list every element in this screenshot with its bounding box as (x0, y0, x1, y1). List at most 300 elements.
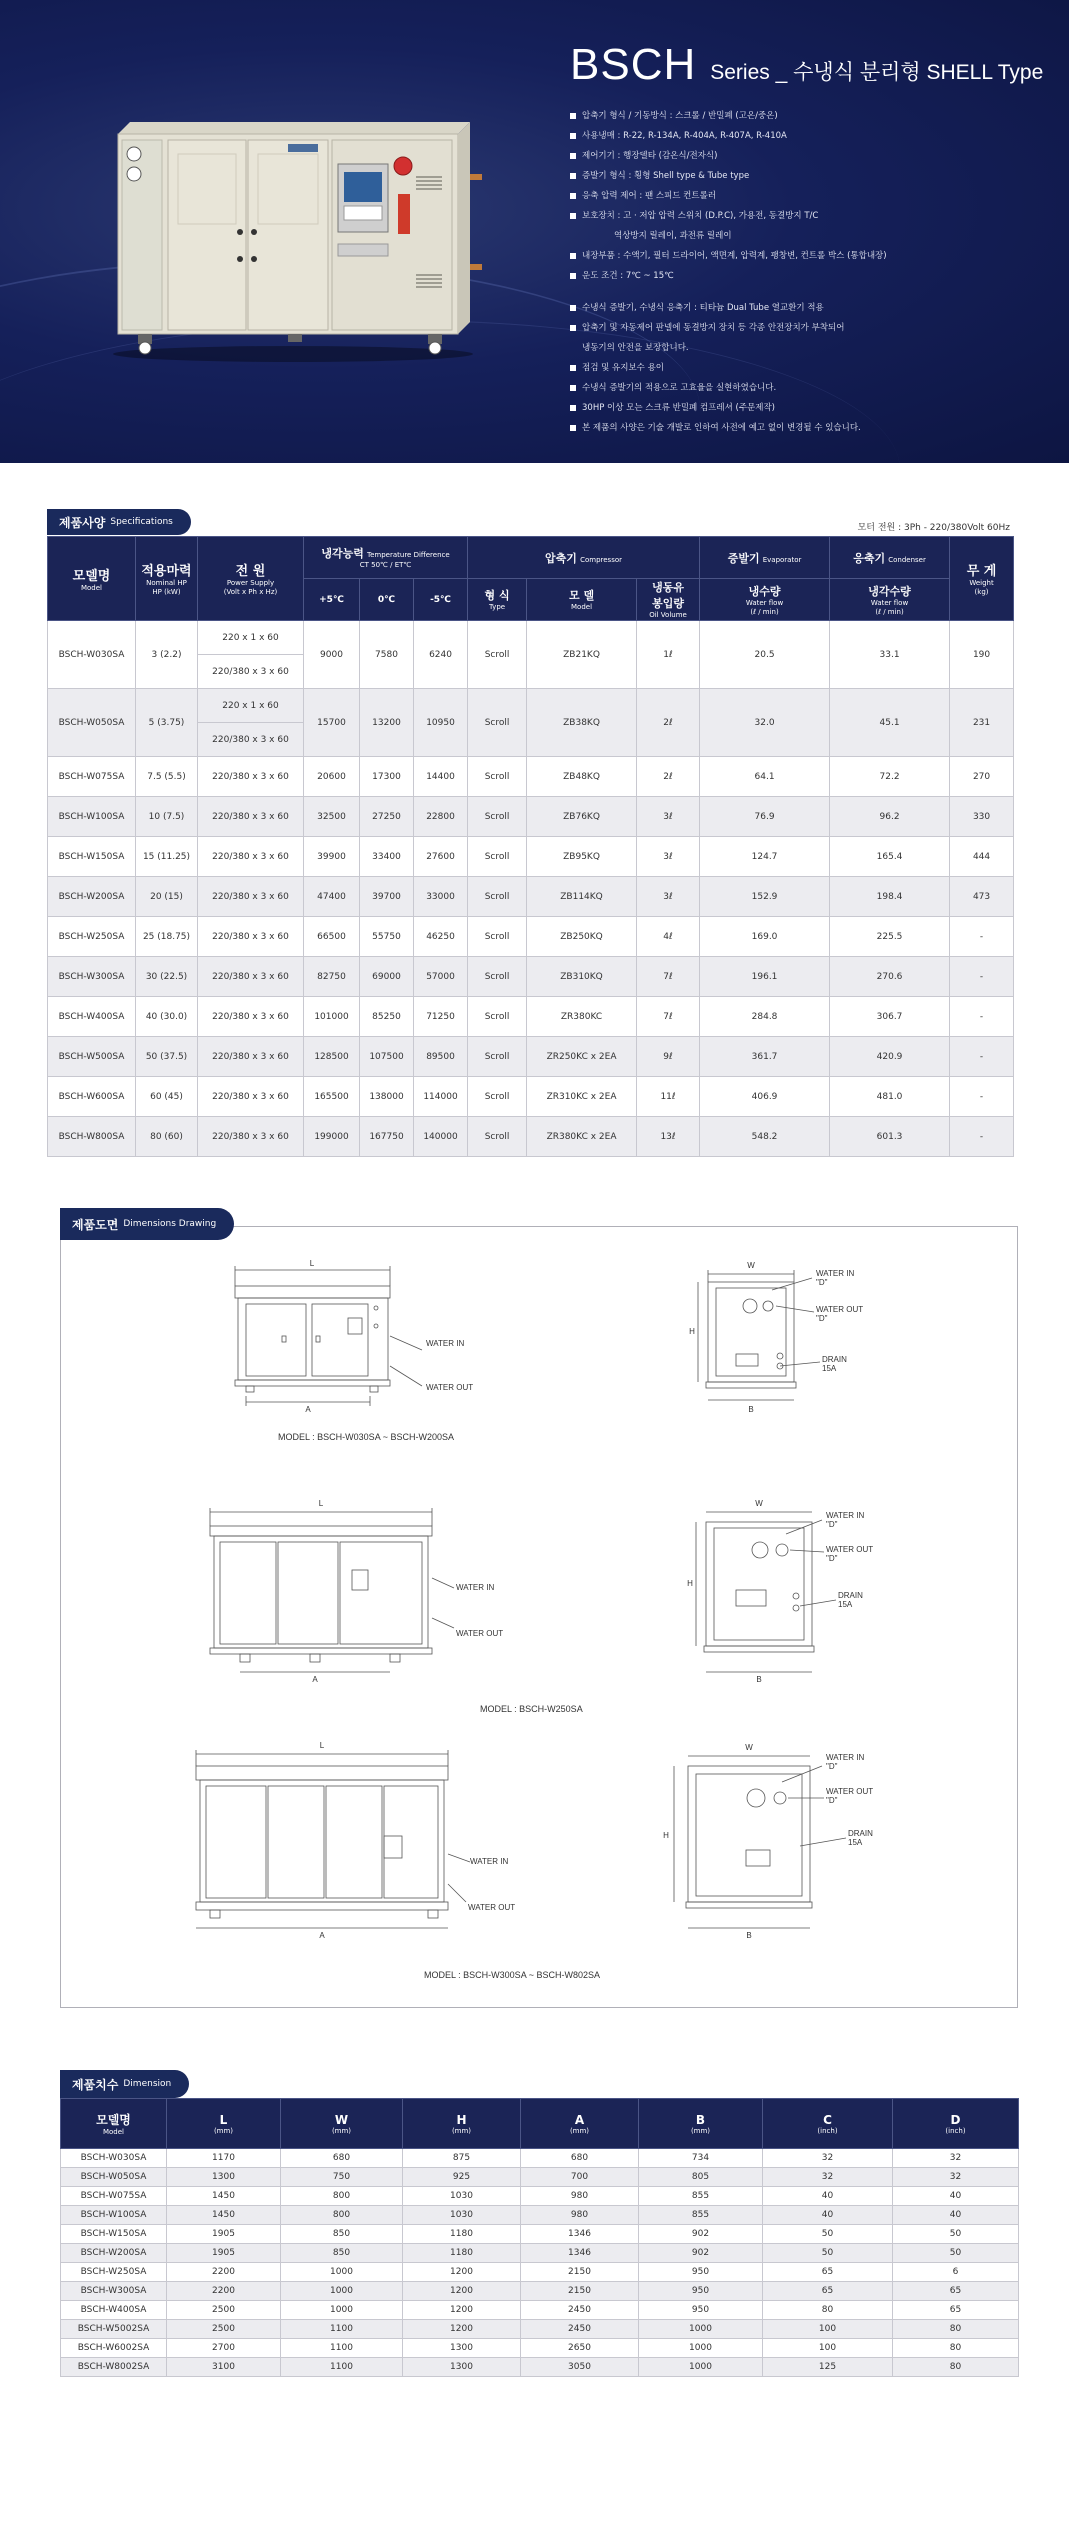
table-row (61, 2358, 1019, 2377)
table-cell: 1450 (167, 2206, 281, 2225)
table-row (48, 757, 1014, 797)
table-row (48, 877, 1014, 917)
table-cell: 1200 (403, 2263, 521, 2282)
table-cell: Scroll (468, 1077, 527, 1117)
table-cell: 10 (7.5) (136, 797, 198, 837)
label-A: A (319, 1931, 325, 1940)
table-cell: 361.7 (700, 1037, 830, 1077)
square-bullet-icon (570, 193, 576, 199)
table-cell: 3ℓ (637, 797, 700, 837)
table-cell: 2450 (521, 2301, 639, 2320)
table-cell: ZB114KQ (527, 877, 637, 917)
table-cell: 2150 (521, 2282, 639, 2301)
feature-list (570, 106, 1050, 438)
table-cell: 100 (763, 2339, 893, 2358)
table-cell: 225.5 (830, 917, 950, 957)
table-cell: 125 (763, 2358, 893, 2377)
dim-col-A: A (mm) (521, 2099, 639, 2149)
table-cell: 33.1 (830, 621, 950, 689)
table-cell: BSCH-W075SA (61, 2187, 167, 2206)
label-H: H (687, 1579, 693, 1588)
col-hp: 적용마력 Nominal HP HP (kW) (136, 537, 198, 621)
table-cell: ZB310KQ (527, 957, 637, 997)
table-cell: 1300 (403, 2339, 521, 2358)
table-cell: 1ℓ (637, 621, 700, 689)
table-row (48, 837, 1014, 877)
table-cell: BSCH-W250SA (48, 917, 136, 957)
table-cell: 50 (763, 2244, 893, 2263)
table-cell: 2450 (521, 2320, 639, 2339)
table-row (48, 1117, 1014, 1157)
table-cell: 39700 (360, 877, 414, 917)
table-cell: 165500 (304, 1077, 360, 1117)
table-cell: 128500 (304, 1037, 360, 1077)
table-cell: 138000 (360, 1077, 414, 1117)
table-cell: 1100 (281, 2358, 403, 2377)
table-cell: 601.3 (830, 1117, 950, 1157)
table-cell: 7ℓ (637, 957, 700, 997)
dimension-table (60, 2098, 1019, 2377)
table-cell: 72.2 (830, 757, 950, 797)
table-cell: 80 (763, 2301, 893, 2320)
model-caption-2: MODEL : BSCH-W250SA (480, 1704, 583, 1714)
square-bullet-icon (570, 113, 576, 119)
table-cell: 100 (763, 2320, 893, 2339)
feature-item: 본 제품의 사양은 기술 개발로 인하여 사전에 예고 없이 변경될 수 있습니다. (570, 418, 1050, 438)
table-cell: 1100 (281, 2320, 403, 2339)
table-row (61, 2168, 1019, 2187)
table-cell: 1200 (403, 2282, 521, 2301)
table-cell: 1100 (281, 2339, 403, 2358)
table-cell: 3ℓ (637, 837, 700, 877)
table-cell: ZB76KQ (527, 797, 637, 837)
label-water-in: WATER IN (426, 1339, 465, 1348)
table-cell: 2500 (167, 2301, 281, 2320)
table-cell: 20 (15) (136, 877, 198, 917)
table-cell: 1300 (167, 2168, 281, 2187)
table-cell: 855 (639, 2206, 763, 2225)
table-cell: 1346 (521, 2225, 639, 2244)
table-cell: 220/380 x 3 x 60 (198, 723, 304, 757)
table-cell: 167750 (360, 1117, 414, 1157)
table-row (61, 2301, 1019, 2320)
table-row (48, 957, 1014, 997)
table-cell: 855 (639, 2187, 763, 2206)
table-cell: 6240 (414, 621, 468, 689)
table-row (48, 621, 1014, 655)
table-cell: 40 (893, 2206, 1019, 2225)
label-water-in-d: WATER IN "D" (816, 1269, 855, 1287)
table-cell: 32.0 (700, 689, 830, 757)
square-bullet-icon (570, 385, 576, 391)
dim-col-C: C (inch) (763, 2099, 893, 2149)
table-cell: ZR380KC x 2EA (527, 1117, 637, 1157)
table-cell: ZR310KC x 2EA (527, 1077, 637, 1117)
model-caption-3: MODEL : BSCH-W300SA ~ BSCH-W802SA (424, 1970, 600, 1980)
table-cell: 71250 (414, 997, 468, 1037)
table-cell: 124.7 (700, 837, 830, 877)
table-cell: BSCH-W050SA (61, 2168, 167, 2187)
table-cell: 114000 (414, 1077, 468, 1117)
square-bullet-icon (570, 133, 576, 139)
table-cell: 65 (893, 2282, 1019, 2301)
col-evaporator: 증발기 Evaporator (700, 537, 830, 579)
table-cell: 1030 (403, 2187, 521, 2206)
table-cell: 165.4 (830, 837, 950, 877)
table-cell: 65 (893, 2301, 1019, 2320)
table-cell: 80 (60) (136, 1117, 198, 1157)
table-cell: Scroll (468, 957, 527, 997)
table-cell: 3ℓ (637, 877, 700, 917)
table-cell: 980 (521, 2187, 639, 2206)
table-cell: BSCH-W6002SA (61, 2339, 167, 2358)
feature-item: 수냉식 증발기의 적용으로 고효율을 실현하였습니다. (570, 378, 1050, 398)
spec-table-body (48, 621, 1014, 1157)
table-cell: 152.9 (700, 877, 830, 917)
table-cell: 25 (18.75) (136, 917, 198, 957)
table-row (61, 2149, 1019, 2168)
col-comp-model: 모 델 Model (527, 579, 637, 621)
table-cell: 32 (763, 2168, 893, 2187)
table-cell: 805 (639, 2168, 763, 2187)
table-cell: 32500 (304, 797, 360, 837)
square-bullet-icon (570, 425, 576, 431)
table-cell: BSCH-W100SA (61, 2206, 167, 2225)
table-cell: 220/380 x 3 x 60 (198, 1117, 304, 1157)
table-cell: 950 (639, 2282, 763, 2301)
feature-item: 점검 및 유지보수 용이 (570, 358, 1050, 378)
table-cell: Scroll (468, 917, 527, 957)
table-cell: BSCH-W150SA (61, 2225, 167, 2244)
table-cell: BSCH-W300SA (61, 2282, 167, 2301)
table-cell: 2650 (521, 2339, 639, 2358)
table-cell: 330 (950, 797, 1014, 837)
table-cell: 875 (403, 2149, 521, 2168)
table-cell: 196.1 (700, 957, 830, 997)
table-cell: - (950, 917, 1014, 957)
table-cell: 4ℓ (637, 917, 700, 957)
col-compressor: 압축기 Compressor (468, 537, 700, 579)
table-cell: 2ℓ (637, 689, 700, 757)
table-cell: 220 x 1 x 60 (198, 689, 304, 723)
table-row (61, 2187, 1019, 2206)
table-cell: 6 (893, 2263, 1019, 2282)
table-cell: BSCH-W030SA (48, 621, 136, 689)
table-cell: 10950 (414, 689, 468, 757)
drawing-3-side-view (663, 1743, 873, 1940)
table-cell: 1170 (167, 2149, 281, 2168)
label-water-out: WATER OUT (468, 1903, 516, 1912)
table-cell: 1000 (281, 2301, 403, 2320)
table-cell: BSCH-W250SA (61, 2263, 167, 2282)
label-water-out-d: WATER OUT "D" (816, 1305, 864, 1323)
table-cell: 1030 (403, 2206, 521, 2225)
table-row (61, 2282, 1019, 2301)
table-cell: ZR250KC x 2EA (527, 1037, 637, 1077)
square-bullet-icon (570, 153, 576, 159)
label-W: W (745, 1743, 753, 1752)
col-condenser: 응축기 Condenser (830, 537, 950, 579)
table-row (48, 1037, 1014, 1077)
table-cell: 32 (893, 2149, 1019, 2168)
table-cell: 850 (281, 2225, 403, 2244)
square-bullet-icon (570, 213, 576, 219)
label-B: B (748, 1405, 754, 1414)
feature-item-continued: 역상방지 릴레이, 과전류 릴레이 (614, 231, 732, 241)
drawing-2-side-view (687, 1499, 873, 1684)
spacer (570, 286, 1050, 298)
model-caption-1: MODEL : BSCH-W030SA ~ BSCH-W200SA (278, 1432, 454, 1442)
label-A: A (305, 1405, 311, 1414)
table-cell: 14400 (414, 757, 468, 797)
table-cell: 734 (639, 2149, 763, 2168)
table-cell: 169.0 (700, 917, 830, 957)
table-cell: 3050 (521, 2358, 639, 2377)
table-cell: 680 (281, 2149, 403, 2168)
table-cell: 55750 (360, 917, 414, 957)
table-cell: 306.7 (830, 997, 950, 1037)
table-cell: 140000 (414, 1117, 468, 1157)
drawing-3-front-view (196, 1741, 600, 1980)
label-W: W (747, 1261, 755, 1270)
table-cell: 680 (521, 2149, 639, 2168)
label-water-out-d: WATER OUT "D" (826, 1545, 874, 1563)
table-cell: 20.5 (700, 621, 830, 689)
table-cell: 64.1 (700, 757, 830, 797)
table-cell: 50 (763, 2225, 893, 2244)
label-L: L (319, 1741, 325, 1750)
table-cell: BSCH-W300SA (48, 957, 136, 997)
table-cell: 1000 (281, 2263, 403, 2282)
table-cell: 13ℓ (637, 1117, 700, 1157)
table-cell: 27600 (414, 837, 468, 877)
table-cell: 11ℓ (637, 1077, 700, 1117)
table-cell: 65 (763, 2282, 893, 2301)
table-cell: 89500 (414, 1037, 468, 1077)
dim-col-W: W (mm) (281, 2099, 403, 2149)
table-cell: 32 (763, 2149, 893, 2168)
table-cell: 1180 (403, 2225, 521, 2244)
label-water-out: WATER OUT (456, 1629, 504, 1638)
table-cell: 80 (893, 2339, 1019, 2358)
table-row (61, 2244, 1019, 2263)
table-row (48, 917, 1014, 957)
feature-item: 증발기 형식 : 횡형 Shell type & Tube type (570, 166, 1050, 186)
table-cell: 548.2 (700, 1117, 830, 1157)
table-cell: 69000 (360, 957, 414, 997)
table-cell: BSCH-W050SA (48, 689, 136, 757)
table-cell: 220/380 x 3 x 60 (198, 655, 304, 689)
table-cell: 902 (639, 2225, 763, 2244)
square-bullet-icon (570, 365, 576, 371)
label-H: H (689, 1327, 695, 1336)
table-cell: 46250 (414, 917, 468, 957)
series-subtitle: Series _ 수냉식 분리형 SHELL Type (710, 61, 1044, 84)
label-water-out: WATER OUT (426, 1383, 474, 1392)
table-cell: 22800 (414, 797, 468, 837)
table-cell: BSCH-W500SA (48, 1037, 136, 1077)
table-cell: BSCH-W200SA (61, 2244, 167, 2263)
table-cell: 50 (37.5) (136, 1037, 198, 1077)
table-cell: 80 (893, 2358, 1019, 2377)
table-cell: 220/380 x 3 x 60 (198, 997, 304, 1037)
table-cell: 20600 (304, 757, 360, 797)
dim-col-H: H (mm) (403, 2099, 521, 2149)
dimensions-drawing-tab: 제품도면 Dimensions Drawing (60, 1208, 234, 1240)
feature-item: 사용냉매 : R-22, R-134A, R-404A, R-407A, R-410A (570, 126, 1050, 146)
table-cell: BSCH-W800SA (48, 1117, 136, 1157)
table-cell: 220/380 x 3 x 60 (198, 877, 304, 917)
feature-item: 30HP 이상 모는 스크류 반밀폐 컴프레셔 (주문제작) (570, 398, 1050, 418)
table-cell: BSCH-W600SA (48, 1077, 136, 1117)
dim-table-body (61, 2149, 1019, 2377)
table-cell: 750 (281, 2168, 403, 2187)
feature-item: 제어기기 : 행장델타 (감온식/전자식) (570, 146, 1050, 166)
drawing-1-side-view (689, 1261, 863, 1414)
dim-col-B: B (mm) (639, 2099, 763, 2149)
table-cell: 270 (950, 757, 1014, 797)
specifications-tab: 제품사양 Specifications (47, 509, 191, 535)
feature-item-continued: 냉동기의 안전을 보장합니다. (582, 343, 689, 353)
table-cell: 220/380 x 3 x 60 (198, 917, 304, 957)
table-cell: ZB21KQ (527, 621, 637, 689)
table-cell: 2ℓ (637, 757, 700, 797)
table-cell: 406.9 (700, 1077, 830, 1117)
square-bullet-icon (570, 325, 576, 331)
table-cell: - (950, 1117, 1014, 1157)
label-B: B (746, 1931, 752, 1940)
col-model: 모델명 Model (48, 537, 136, 621)
table-cell: 950 (639, 2263, 763, 2282)
table-cell: - (950, 997, 1014, 1037)
table-cell: 1200 (403, 2320, 521, 2339)
hero-banner (0, 0, 1069, 463)
table-cell: 101000 (304, 997, 360, 1037)
table-cell: 270.6 (830, 957, 950, 997)
label-drain: DRAIN 15A (848, 1829, 873, 1847)
label-water-in-d: WATER IN "D" (826, 1511, 865, 1529)
label-drain: DRAIN 15A (838, 1591, 863, 1609)
label-water-out-d: WATER OUT "D" (826, 1787, 874, 1805)
table-cell: 220/380 x 3 x 60 (198, 757, 304, 797)
table-cell: 2700 (167, 2339, 281, 2358)
table-cell: 850 (281, 2244, 403, 2263)
table-cell: 96.2 (830, 797, 950, 837)
table-cell: 420.9 (830, 1037, 950, 1077)
col-oil-volume: 냉동유 봉입량 Oil Volume (637, 579, 700, 621)
table-cell: BSCH-W5002SA (61, 2320, 167, 2339)
table-cell: 1000 (639, 2320, 763, 2339)
dim-col-model: 모델명 Model (61, 2099, 167, 2149)
table-cell: 65 (763, 2263, 893, 2282)
table-cell: 47400 (304, 877, 360, 917)
table-cell: BSCH-W400SA (48, 997, 136, 1037)
table-cell: 33400 (360, 837, 414, 877)
table-cell: 40 (763, 2187, 893, 2206)
dim-header-row (61, 2099, 1019, 2149)
feature-item: 운도 조건 : 7℃ ~ 15℃ (570, 266, 1050, 286)
label-L: L (309, 1259, 315, 1268)
table-row (61, 2225, 1019, 2244)
table-cell: 2200 (167, 2282, 281, 2301)
label-water-in-d: WATER IN "D" (826, 1753, 865, 1771)
motor-power-note: 모터 전원 : 3Ph - 220/380Volt 60Hz (857, 523, 1010, 533)
table-cell: BSCH-W075SA (48, 757, 136, 797)
table-cell: ZB250KQ (527, 917, 637, 957)
table-cell: 190 (950, 621, 1014, 689)
table-cell: Scroll (468, 877, 527, 917)
table-cell: 107500 (360, 1037, 414, 1077)
table-cell: 45.1 (830, 689, 950, 757)
table-cell: 3100 (167, 2358, 281, 2377)
col-capacity: 냉각능력 Temperature Difference CT 50℃ / ET℃ (304, 537, 468, 579)
table-cell: Scroll (468, 797, 527, 837)
table-cell: 700 (521, 2168, 639, 2187)
label-H: H (663, 1831, 669, 1840)
drawing-2-front-view (210, 1499, 583, 1714)
table-cell: 50 (893, 2244, 1019, 2263)
table-cell: 27250 (360, 797, 414, 837)
table-cell: BSCH-W100SA (48, 797, 136, 837)
table-cell: 481.0 (830, 1077, 950, 1117)
table-cell: 39900 (304, 837, 360, 877)
label-drain: DRAIN 15A (822, 1355, 847, 1373)
dimension-tab: 제품치수 Dimension (60, 2070, 189, 2098)
col-power: 전 원 Power Supply (Volt x Ph x Hz) (198, 537, 304, 621)
feature-item: 압축기 형식 / 기동방식 : 스크롤 / 반밀폐 (고온/중온) (570, 106, 1050, 126)
table-cell: 13200 (360, 689, 414, 757)
table-row (48, 797, 1014, 837)
square-bullet-icon (570, 305, 576, 311)
table-cell: 17300 (360, 757, 414, 797)
table-cell: 5 (3.75) (136, 689, 198, 757)
table-row (48, 1077, 1014, 1117)
table-cell: - (950, 1037, 1014, 1077)
col-cond-flow: 냉각수량 Water flow (ℓ / min) (830, 579, 950, 621)
table-cell: 220/380 x 3 x 60 (198, 1077, 304, 1117)
label-water-in: WATER IN (456, 1583, 495, 1592)
table-cell: 40 (30.0) (136, 997, 198, 1037)
table-cell: 33000 (414, 877, 468, 917)
dim-col-D: D (inch) (893, 2099, 1019, 2149)
col-minus5: -5℃ (414, 579, 468, 621)
table-cell: Scroll (468, 997, 527, 1037)
table-cell: BSCH-W400SA (61, 2301, 167, 2320)
table-cell: 800 (281, 2187, 403, 2206)
feature-item: 보호장치 : 고 · 저압 압력 스위치 (D.P.C), 가용전, 동결방지 T/C (570, 206, 1050, 226)
table-cell: 444 (950, 837, 1014, 877)
table-cell: 1000 (281, 2282, 403, 2301)
table-cell: 1450 (167, 2187, 281, 2206)
table-cell: 60 (45) (136, 1077, 198, 1117)
table-cell: BSCH-W8002SA (61, 2358, 167, 2377)
table-cell: 1905 (167, 2225, 281, 2244)
table-cell: 7.5 (5.5) (136, 757, 198, 797)
table-cell: 925 (403, 2168, 521, 2187)
col-comp-type: 형 식 Type (468, 579, 527, 621)
square-bullet-icon (570, 273, 576, 279)
table-row (48, 689, 1014, 723)
label-L: L (318, 1499, 324, 1508)
col-evap-flow: 냉수량 Water flow (ℓ / min) (700, 579, 830, 621)
table-cell: 800 (281, 2206, 403, 2225)
table-cell: ZB48KQ (527, 757, 637, 797)
table-cell: 80 (893, 2320, 1019, 2339)
table-cell: 7ℓ (637, 997, 700, 1037)
label-B: B (756, 1675, 762, 1684)
label-A: A (312, 1675, 318, 1684)
table-cell: 950 (639, 2301, 763, 2320)
